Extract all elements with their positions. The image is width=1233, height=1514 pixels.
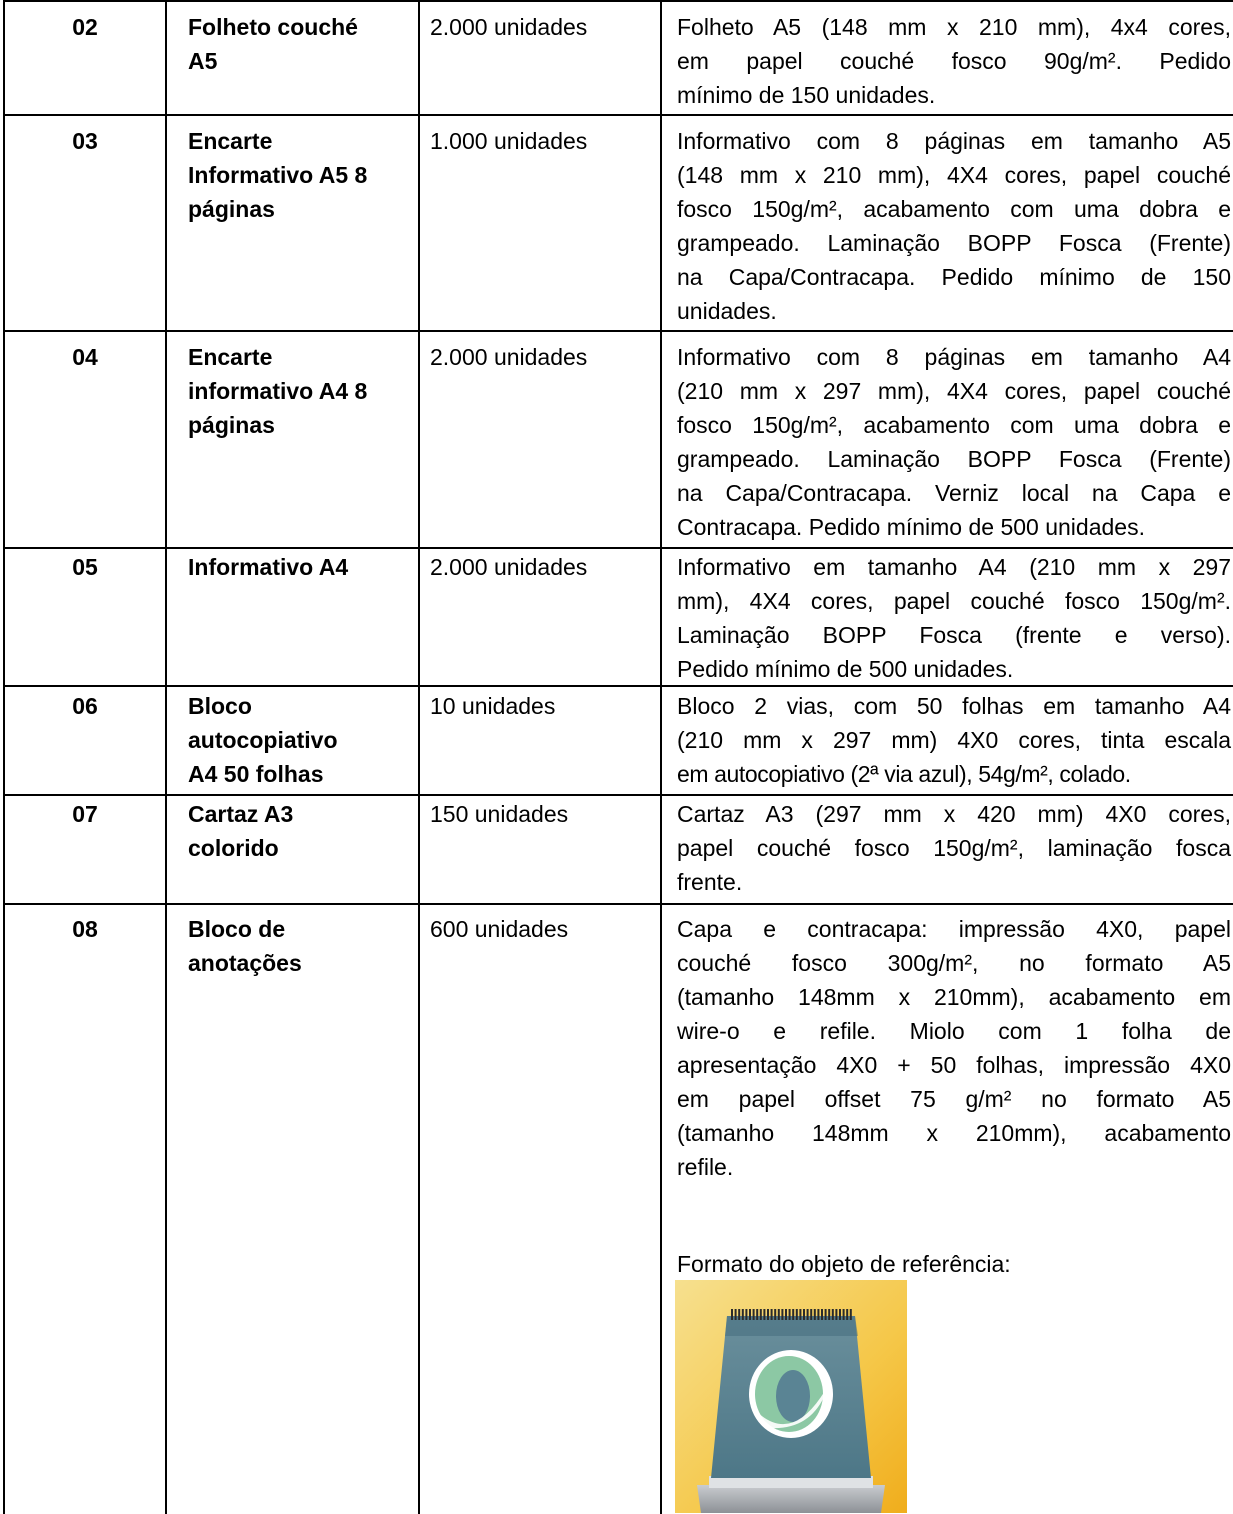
description-line: Capa e contracapa: impressão 4X0, papel: [677, 916, 1231, 942]
item-description: [677, 124, 1231, 328]
description-line: (210 mm x 297 mm) 4X0 cores, tinta escala: [677, 727, 1231, 753]
table-border-left: [3, 0, 5, 1514]
item-name-line: A4 50 folhas: [188, 761, 324, 787]
row-divider: [3, 794, 1233, 796]
item-number: 03: [72, 128, 98, 154]
item-number: 04: [72, 344, 98, 370]
description-line: frente.: [677, 869, 743, 895]
description-line: Cartaz A3 (297 mm x 420 mm) 4X0 cores,: [677, 801, 1231, 827]
logo-ring-inner: [776, 1370, 810, 1422]
item-number: 08: [72, 916, 98, 942]
description-line: mínimo de 150 unidades.: [677, 82, 936, 108]
row-divider: [3, 547, 1233, 549]
item-name: [188, 689, 416, 791]
description-line: Informativo com 8 páginas em tamanho A5: [677, 128, 1231, 154]
row-divider: [3, 903, 1233, 905]
description-line: grampeado. Laminação BOPP Fosca (Frente): [677, 446, 1231, 472]
description-line: na Capa/Contracapa. Pedido mínimo de 150: [677, 264, 1231, 290]
item-name-line: páginas: [188, 412, 275, 438]
description-line: grampeado. Laminação BOPP Fosca (Frente): [677, 230, 1231, 256]
item-name-line: Cartaz A3: [188, 801, 294, 827]
description-line: papel couché fosco 150g/m², laminação fosca: [677, 835, 1231, 861]
description-line: Informativo com 8 páginas em tamanho A4: [677, 344, 1231, 370]
item-quantity: 600 unidades: [430, 916, 569, 942]
item-name-line: Informativo A4: [188, 554, 349, 580]
item-name-line: páginas: [188, 196, 275, 222]
item-name: [188, 550, 416, 584]
reference-label: Formato do objeto de referência:: [677, 1251, 1011, 1277]
item-quantity: 10 unidades: [430, 693, 556, 719]
item-number: 02: [72, 14, 98, 40]
description-line: (tamanho 148mm x 210mm), acabamento em: [677, 984, 1231, 1010]
row-divider: [3, 114, 1233, 116]
row-divider: [3, 0, 1233, 2]
item-name-line: Bloco de: [188, 916, 286, 942]
column-divider-2: [418, 0, 420, 1514]
item-name-line: anotações: [188, 950, 302, 976]
item-description: [677, 689, 1231, 791]
item-quantity: 2.000 unidades: [430, 14, 588, 40]
description-line: Pedido mínimo de 500 unidades.: [677, 656, 1014, 682]
item-number: 07: [72, 801, 98, 827]
description-line: unidades.: [677, 298, 777, 324]
notepad-base: [697, 1485, 885, 1513]
description-line: (148 mm x 210 mm), 4X4 cores, papel couché: [677, 162, 1231, 188]
item-name: [188, 340, 416, 442]
row-divider: [3, 330, 1233, 332]
description-line: apresentação 4X0 + 50 folhas, impressão 4X0: [677, 1052, 1231, 1078]
item-description: [677, 10, 1231, 112]
description-line: Informativo em tamanho A4 (210 mm x 297: [677, 554, 1231, 580]
description-line: Contracapa. Pedido mínimo de 500 unidades.: [677, 514, 1145, 540]
item-name: [188, 912, 416, 980]
item-name: [188, 124, 416, 226]
description-line: fosco 150g/m², acabamento com uma dobra e: [677, 196, 1231, 222]
item-name-line: colorido: [188, 835, 279, 861]
column-divider-1: [165, 0, 167, 1514]
item-name-line: informativo A4 8: [188, 378, 368, 404]
description-line: couché fosco 300g/m², no formato A5: [677, 950, 1231, 976]
item-name-line: autocopiativo: [188, 727, 338, 753]
item-name-line: Informativo A5 8: [188, 162, 368, 188]
item-quantity: 1.000 unidades: [430, 128, 588, 154]
description-line: em papel couché fosco 90g/m². Pedido: [677, 48, 1231, 74]
item-name-line: Folheto couché: [188, 14, 358, 40]
description-line: na Capa/Contracapa. Verniz local na Capa e: [677, 480, 1231, 506]
description-line: Laminação BOPP Fosca (frente e verso).: [677, 622, 1231, 648]
item-description: [677, 912, 1231, 1184]
description-line: fosco 150g/m², acabamento com uma dobra e: [677, 412, 1231, 438]
item-quantity: 2.000 unidades: [430, 554, 588, 580]
item-description: [677, 797, 1231, 899]
description-line: wire-o e refile. Miolo com 1 folha de: [677, 1018, 1231, 1044]
description-line: (210 mm x 297 mm), 4X4 cores, papel couché: [677, 378, 1231, 404]
item-name: [188, 10, 416, 78]
column-divider-3: [660, 0, 662, 1514]
item-name-line: Encarte: [188, 344, 273, 370]
item-description: [677, 340, 1231, 544]
notepad-reference-image: [675, 1280, 907, 1513]
item-number: 06: [72, 693, 98, 719]
item-name: [188, 797, 416, 865]
notepad-cover-shadow: [725, 1316, 858, 1336]
description-line: em papel offset 75 g/m² no formato A5: [677, 1086, 1231, 1112]
item-description: [677, 550, 1231, 686]
item-number: 05: [72, 554, 98, 580]
item-name-line: Encarte: [188, 128, 273, 154]
description-line: mm), 4X4 cores, papel couché fosco 150g/m².: [677, 588, 1231, 614]
item-name-line: A5: [188, 48, 218, 74]
description-line: (tamanho 148mm x 210mm), acabamento: [677, 1120, 1231, 1146]
description-line: refile.: [677, 1154, 734, 1180]
item-quantity: 2.000 unidades: [430, 344, 588, 370]
item-name-line: Bloco: [188, 693, 252, 719]
description-line: em autocopiativo (2ª via azul), 54g/m², colado.: [677, 761, 1131, 787]
description-line: Bloco 2 vias, com 50 folhas em tamanho A4: [677, 693, 1231, 719]
description-line: Folheto A5 (148 mm x 210 mm), 4x4 cores,: [677, 14, 1231, 40]
item-quantity: 150 unidades: [430, 801, 569, 827]
